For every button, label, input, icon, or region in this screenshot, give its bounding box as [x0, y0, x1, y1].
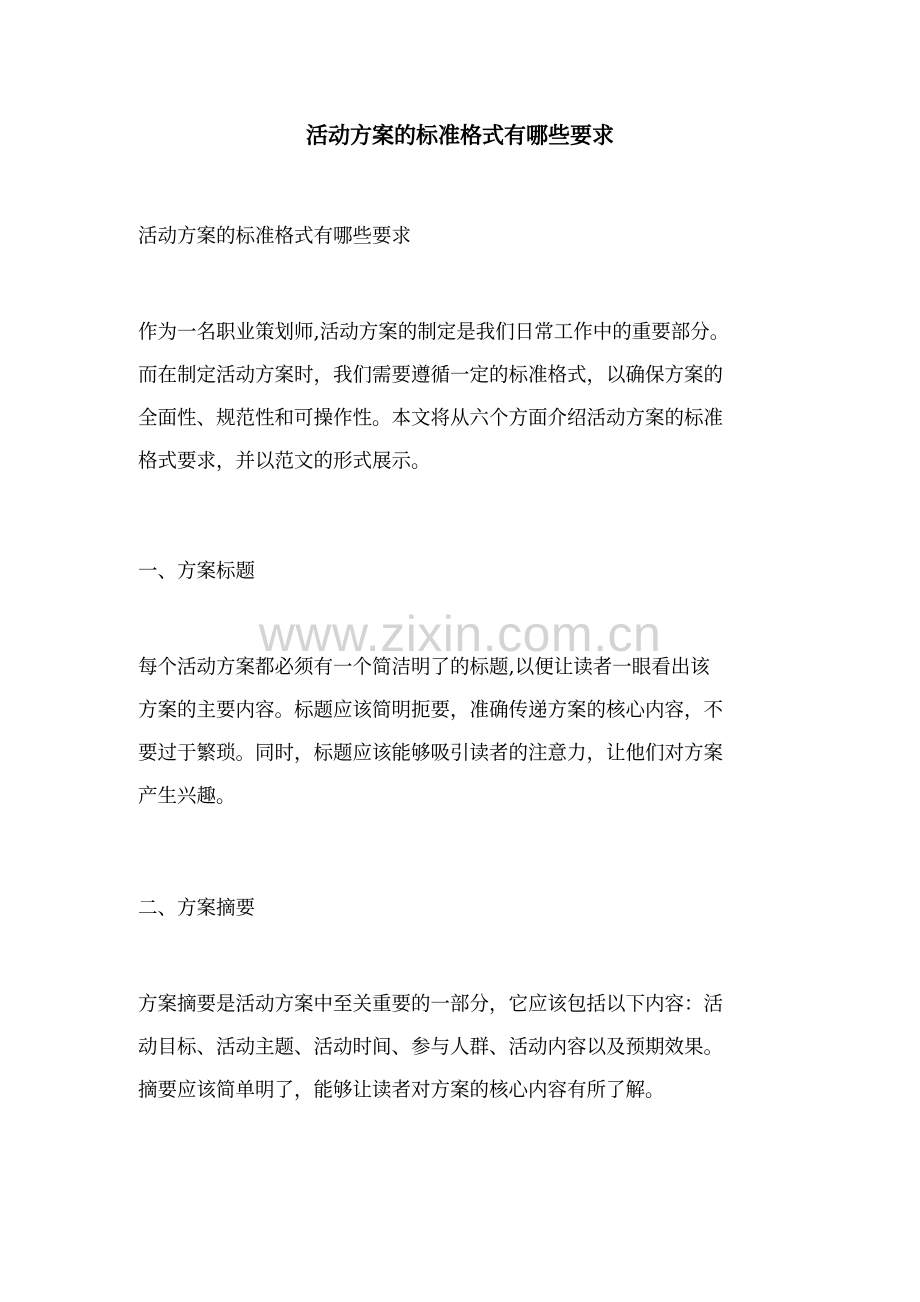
section-1-line: 要过于繁琐。同时，标题应该能够吸引读者的注意力，让他们对方案: [138, 741, 724, 764]
section-1-heading: [138, 549, 803, 592]
section-heading-line: 一、方案标题: [138, 559, 256, 582]
section-1-line: 产生兴趣。: [138, 784, 236, 807]
document-subtitle: [138, 214, 803, 257]
intro-line: 作为一名职业策划师,活动方案的制定是我们日常工作中的重要部分。: [138, 320, 730, 343]
watermark: www.zixin.com.cn: [258, 606, 662, 662]
intro-line: 格式要求，并以范文的形式展示。: [138, 449, 431, 472]
section-2-line: 方案摘要是活动方案中至关重要的一部分，它应该包括以下内容：活: [138, 992, 724, 1015]
intro-line: 而在制定活动方案时，我们需要遵循一定的标准格式，以确保方案的: [138, 363, 724, 386]
section-2-paragraph: [138, 982, 803, 1111]
section-1-line: 方案的主要内容。标题应该简明扼要，准确传递方案的核心内容，不: [138, 698, 724, 721]
section-1-paragraph: [138, 645, 803, 817]
section-2-line: 摘要应该简单明了，能够让读者对方案的核心内容有所了解。: [138, 1078, 665, 1101]
section-heading-line: 二、方案摘要: [138, 896, 256, 919]
intro-paragraph: [138, 310, 803, 482]
document-title: 活动方案的标准格式有哪些要求: [305, 123, 614, 149]
section-1-line: 每个活动方案都必须有一个简洁明了的标题,以便让读者一眼看出该: [138, 655, 710, 678]
section-2-heading: [138, 886, 803, 929]
intro-line: 全面性、规范性和可操作性。本文将从六个方面介绍活动方案的标准: [138, 406, 724, 429]
section-2-line: 动目标、活动主题、活动时间、参与人群、活动内容以及预期效果。: [138, 1035, 724, 1058]
subtitle-line: 活动方案的标准格式有哪些要求: [138, 224, 412, 247]
